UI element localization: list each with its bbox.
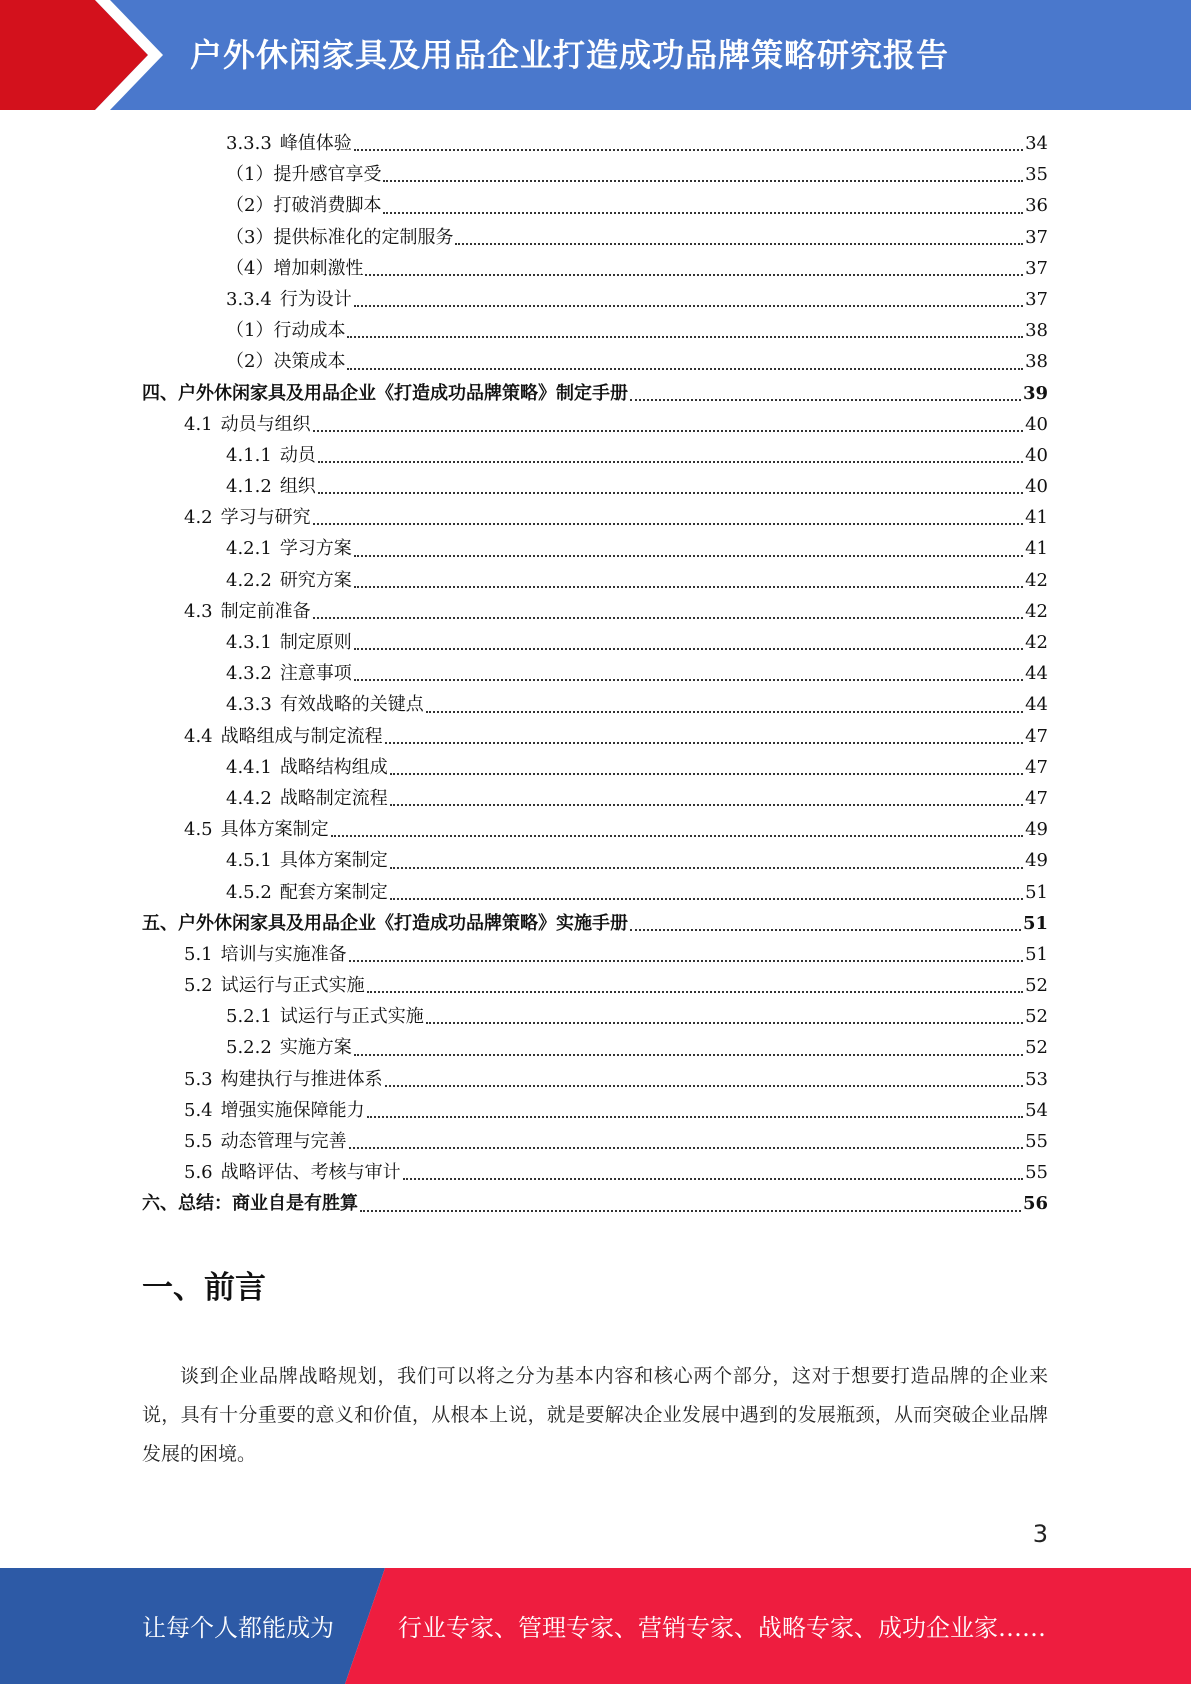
toc-entry-title: （2）决策成本: [226, 351, 346, 373]
header-title: 户外休闲家具及用品企业打造成功品牌策略研究报告: [190, 36, 950, 74]
toc-entry-page: 38: [1025, 351, 1048, 373]
toc-entry-number: 5.4: [184, 1099, 213, 1121]
toc-entry-title: 学习方案: [279, 538, 352, 560]
toc-dot-leader: [313, 521, 1023, 525]
toc-entry-page: 51: [1025, 943, 1048, 965]
toc-entry-page: 36: [1025, 195, 1048, 217]
toc-entry[interactable]: [142, 1032, 1048, 1063]
toc-dot-leader: [630, 927, 1021, 931]
toc-dot-leader: [390, 802, 1023, 806]
toc-entry-page: 47: [1025, 756, 1048, 778]
toc-entry[interactable]: [142, 1157, 1048, 1188]
toc-entry-title: （2）打破消费脚本: [226, 195, 382, 217]
footer-slogan-right: 行业专家、管理专家、营销专家、战略专家、成功企业家……: [398, 1614, 1046, 1642]
toc-entry[interactable]: [142, 658, 1048, 689]
toc-dot-leader: [426, 1020, 1023, 1024]
footer-slogan-left: 让每个人都能成为: [142, 1614, 334, 1642]
toc-dot-leader: [313, 428, 1023, 432]
toc-entry[interactable]: [142, 908, 1048, 939]
toc-dot-leader: [318, 490, 1023, 494]
toc-entry-title: （1）提升感官享受: [226, 164, 382, 186]
toc-entry-page: 55: [1025, 1162, 1048, 1184]
toc-dot-leader: [367, 989, 1023, 993]
toc-entry[interactable]: [142, 1095, 1048, 1126]
toc-entry[interactable]: [142, 939, 1048, 970]
toc-dot-leader: [347, 334, 1023, 338]
toc-entry[interactable]: [142, 1188, 1048, 1219]
toc-entry-page: 39: [1022, 382, 1048, 404]
toc-entry-page: 47: [1025, 787, 1048, 809]
toc-dot-leader: [360, 1208, 1021, 1212]
toc-entry[interactable]: [142, 970, 1048, 1001]
toc-entry-title: 行为设计: [279, 288, 352, 310]
toc-entry[interactable]: [142, 440, 1048, 471]
toc-entry-number: 4.4: [184, 725, 213, 747]
toc-entry-page: 44: [1025, 663, 1048, 685]
toc-entry[interactable]: [142, 752, 1048, 783]
toc-entry[interactable]: [142, 409, 1048, 440]
toc-dot-leader: [354, 303, 1023, 307]
toc-entry[interactable]: [142, 814, 1048, 845]
body-paragraph: 谈到企业品牌战略规划，我们可以将之分为基本内容和核心两个部分，这对于想要打造品牌的企业来说，具有十分重要的意义和价值，从根本上说，就是要解决企业发展中遇到的发展瓶颈，从而突破企业品牌发展的困境。: [142, 1365, 1048, 1465]
toc-entry[interactable]: [142, 1001, 1048, 1032]
toc-entry-number: 4.4.1: [226, 756, 272, 778]
toc-dot-leader: [354, 646, 1023, 650]
toc-entry-title: 动员: [279, 444, 316, 466]
toc-entry[interactable]: [142, 222, 1048, 253]
toc-entry-number: 4.5.1: [226, 850, 272, 872]
toc-entry-title: 研究方案: [279, 569, 352, 591]
toc-dot-leader: [630, 397, 1021, 401]
toc-entry-title: （4）增加刺激性: [226, 257, 364, 279]
toc-entry-title: （3）提供标准化的定制服务: [226, 226, 454, 248]
section-title: 一、前言: [142, 1270, 266, 1306]
toc-entry[interactable]: [142, 565, 1048, 596]
toc-entry-number: 5.5: [184, 1131, 213, 1152]
toc-entry-number: 4.1.1: [226, 444, 272, 466]
toc-entry-number: 3.3.4: [226, 288, 272, 310]
toc-dot-leader: [367, 1114, 1023, 1118]
toc-entry-title: 增强实施保障能力: [220, 1099, 365, 1121]
toc-entry-number: 3.3.3: [226, 133, 272, 154]
toc-entry-title: 具体方案制定: [279, 850, 388, 872]
toc-entry-title: 战略评估、考核与审计: [220, 1162, 401, 1184]
toc-entry-number: 5.2.1: [226, 1006, 272, 1028]
page-footer: [0, 1568, 1191, 1684]
toc-dot-leader: [354, 677, 1023, 681]
toc-entry-title: 五、户外休闲家具及用品企业《打造成功品牌策略》实施手册: [142, 912, 628, 934]
toc-entry-page: 49: [1025, 850, 1048, 872]
toc-entry[interactable]: [142, 471, 1048, 502]
toc-entry-page: 56: [1022, 1193, 1048, 1215]
toc-entry-page: 47: [1025, 725, 1048, 747]
page-header: [0, 0, 1191, 110]
toc-entry[interactable]: [142, 502, 1048, 533]
toc-entry-number: 5.3: [184, 1068, 213, 1090]
toc-entry-title: （1）行动成本: [226, 320, 346, 342]
toc-dot-leader: [313, 615, 1023, 619]
toc-dot-leader: [390, 771, 1023, 775]
toc-entry-title: 试运行与正式实施: [220, 975, 365, 997]
toc-entry[interactable]: [142, 1064, 1048, 1095]
toc-entry-title: 峰值体验: [279, 133, 352, 154]
toc-entry-number: 4.2.1: [226, 538, 272, 560]
toc-entry[interactable]: [142, 596, 1048, 627]
toc-entry-page: 51: [1025, 881, 1048, 903]
toc-entry[interactable]: [142, 159, 1048, 190]
toc-dot-leader: [383, 178, 1023, 182]
toc-entry-page: 41: [1025, 538, 1048, 560]
toc-entry-page: 52: [1025, 1006, 1048, 1028]
toc-entry-title: 六、总结：商业自是有胜算: [142, 1193, 358, 1215]
toc-entry[interactable]: [142, 533, 1048, 564]
toc-dot-leader: [365, 272, 1023, 276]
toc-dot-leader: [383, 210, 1023, 214]
toc-dot-leader: [354, 553, 1023, 557]
toc-entry-number: 4.2: [184, 507, 213, 529]
toc-entry-page: 40: [1025, 476, 1048, 498]
toc-dot-leader: [354, 147, 1023, 151]
toc-entry[interactable]: [142, 315, 1048, 346]
toc-entry-number: 5.2: [184, 975, 213, 997]
toc-entry[interactable]: [142, 128, 1048, 159]
toc-entry-page: 37: [1025, 226, 1048, 248]
toc-entry-title: 动态管理与完善: [220, 1131, 347, 1152]
toc-entry-title: 配套方案制定: [279, 881, 388, 903]
toc-dot-leader: [385, 1083, 1023, 1087]
toc-entry-title: 组织: [279, 476, 316, 498]
toc-entry-page: 35: [1025, 164, 1048, 186]
toc-dot-leader: [455, 241, 1023, 245]
toc-entry-page: 42: [1025, 600, 1048, 622]
toc-entry-number: 5.6: [184, 1162, 213, 1184]
toc-entry-page: 37: [1025, 288, 1048, 310]
toc-dot-leader: [354, 1052, 1023, 1056]
toc-entry-title: 实施方案: [279, 1037, 352, 1059]
toc-entry-page: 40: [1025, 413, 1048, 435]
toc-dot-leader: [318, 459, 1023, 463]
toc-entry-title: 构建执行与推进体系: [220, 1068, 383, 1090]
toc-entry-title: 具体方案制定: [220, 819, 329, 841]
toc-entry-page: 53: [1025, 1068, 1048, 1090]
toc-dot-leader: [426, 709, 1023, 713]
toc-dot-leader: [390, 896, 1023, 900]
toc-entry-title: 制定原则: [279, 632, 352, 653]
toc-entry-number: 4.3.1: [226, 632, 272, 653]
toc-entry-title: 学习与研究: [220, 507, 311, 529]
toc-dot-leader: [390, 865, 1023, 869]
toc-entry-page: 54: [1025, 1099, 1048, 1121]
toc-entry[interactable]: [142, 689, 1048, 720]
toc-entry-page: 52: [1025, 1037, 1048, 1059]
toc-entry-number: 4.1: [184, 413, 213, 435]
toc-entry[interactable]: [142, 783, 1048, 814]
toc-entry-page: 55: [1025, 1131, 1048, 1152]
toc-entry-number: 4.3: [184, 600, 213, 622]
toc-entry-number: 4.5.2: [226, 881, 272, 903]
toc-entry-page: 34: [1025, 133, 1048, 154]
toc-dot-leader: [331, 833, 1023, 837]
toc-entry-page: 41: [1025, 507, 1048, 529]
toc-entry-title: 战略制定流程: [279, 787, 388, 809]
toc-entry-title: 试运行与正式实施: [279, 1006, 424, 1028]
toc-dot-leader: [349, 958, 1023, 962]
toc-entry-number: 4.3.3: [226, 694, 272, 716]
toc-entry-number: 4.5: [184, 819, 213, 841]
toc-entry-number: 4.3.2: [226, 663, 272, 685]
toc-entry[interactable]: [142, 721, 1048, 752]
toc-dot-leader: [347, 366, 1023, 370]
page-number: 3: [1032, 1520, 1048, 1548]
toc-entry-number: 4.2.2: [226, 569, 272, 591]
toc-entry-title: 四、户外休闲家具及用品企业《打造成功品牌策略》制定手册: [142, 382, 628, 404]
toc-entry[interactable]: [142, 253, 1048, 284]
toc-entry-number: 5.2.2: [226, 1037, 272, 1059]
toc-entry-number: 5.1: [184, 943, 213, 965]
toc-dot-leader: [349, 1145, 1023, 1149]
toc-entry-page: 42: [1025, 569, 1048, 591]
toc-entry[interactable]: [142, 877, 1048, 908]
toc-entry[interactable]: [142, 627, 1048, 658]
toc-entry-page: 38: [1025, 320, 1048, 342]
toc-entry[interactable]: [142, 284, 1048, 315]
toc-entry-page: 37: [1025, 257, 1048, 279]
toc-entry-page: 51: [1022, 912, 1048, 934]
toc-entry-title: 战略组成与制定流程: [220, 725, 383, 747]
toc-entry-page: 49: [1025, 819, 1048, 841]
toc-dot-leader: [385, 740, 1023, 744]
toc-dot-leader: [354, 584, 1023, 588]
toc-entry-title: 有效战略的关键点: [279, 694, 424, 716]
toc-entry-number: 4.4.2: [226, 787, 272, 809]
toc-entry-number: 4.1.2: [226, 476, 272, 498]
toc-entry-page: 52: [1025, 975, 1048, 997]
toc-entry[interactable]: [142, 1126, 1048, 1157]
toc-entry-title: 战略结构组成: [279, 756, 388, 778]
toc-entry-page: 40: [1025, 444, 1048, 466]
toc-entry[interactable]: [142, 346, 1048, 377]
toc-entry-title: 注意事项: [279, 663, 352, 685]
toc-entry[interactable]: [142, 845, 1048, 876]
toc-entry-page: 42: [1025, 632, 1048, 653]
toc-dot-leader: [403, 1176, 1023, 1180]
toc-entry-title: 培训与实施准备: [220, 943, 347, 965]
toc-entry[interactable]: [142, 378, 1048, 409]
toc-entry-title: 制定前准备: [220, 600, 311, 622]
toc-entry-title: 动员与组织: [220, 413, 311, 435]
toc-entry[interactable]: [142, 190, 1048, 221]
toc-entry-page: 44: [1025, 694, 1048, 716]
table-of-contents: [142, 128, 1048, 1220]
